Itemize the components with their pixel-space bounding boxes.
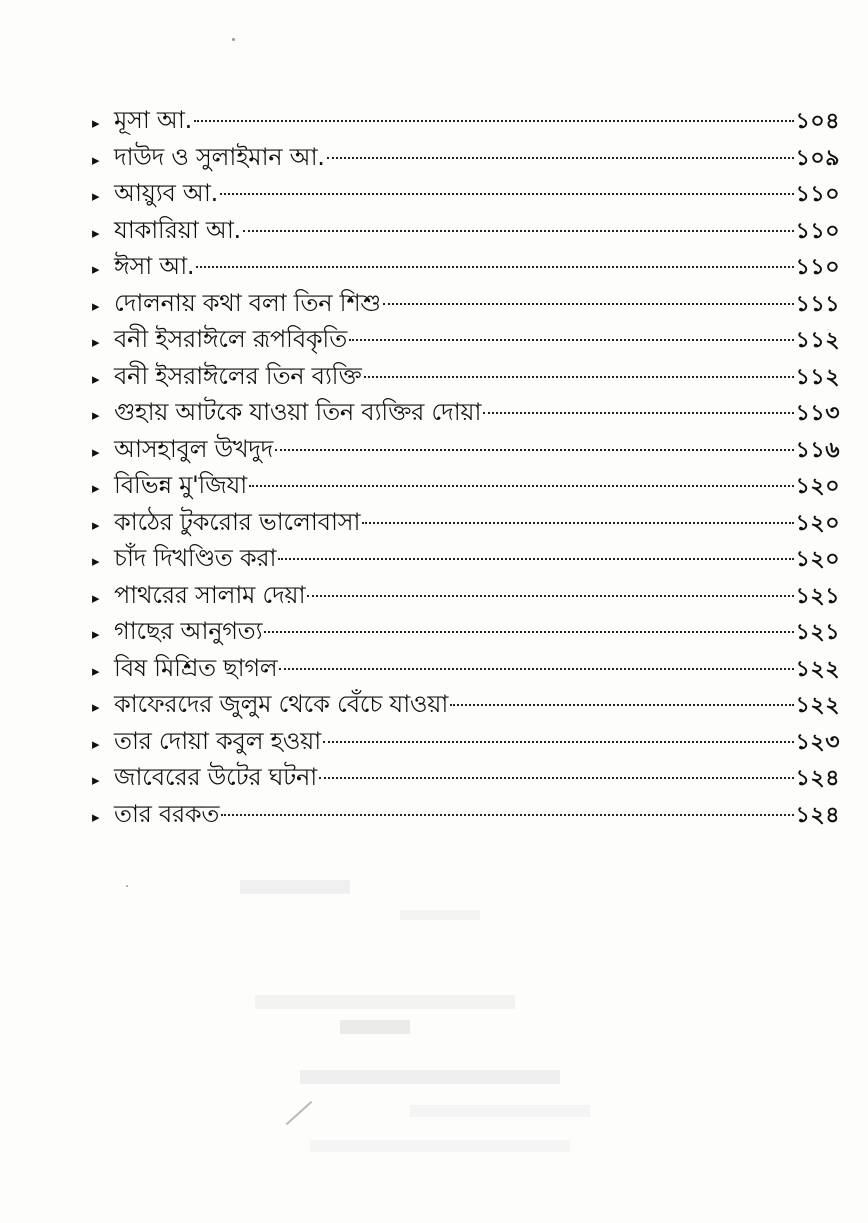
bullet-arrow-icon: ▸ xyxy=(92,552,100,570)
dot-leader xyxy=(194,120,794,122)
toc-entry xyxy=(92,577,840,614)
dot-leader xyxy=(307,595,793,597)
toc-entry-page-number: ১২৩ xyxy=(795,729,840,755)
bullet-arrow-icon: ▸ xyxy=(92,333,100,351)
toc-entry xyxy=(92,285,840,322)
toc-entry-page-number: ১১১ xyxy=(795,291,840,317)
bullet-arrow-icon: ▸ xyxy=(92,187,100,205)
show-through-smudge xyxy=(300,1070,560,1084)
dot-leader xyxy=(323,741,794,743)
dot-leader xyxy=(319,777,794,779)
bullet-arrow-icon: ▸ xyxy=(92,223,100,242)
toc-entry-title: গুহায় আটকে যাওয়া তিন ব্যক্তির দোয়া xyxy=(114,398,482,426)
show-through-smudge xyxy=(340,1020,410,1034)
bullet-arrow-icon: ▸ xyxy=(92,150,100,169)
toc-entry xyxy=(92,613,840,650)
dot-leader xyxy=(483,412,793,414)
dot-leader xyxy=(349,339,794,341)
toc-entry-title: যাকারিয়া আ. xyxy=(114,215,241,244)
toc-entry-page-number: ১১২ xyxy=(795,364,840,390)
bullet-arrow-icon: ▸ xyxy=(92,734,100,753)
toc-entry xyxy=(92,504,840,541)
toc-entry-page-number: ১১০ xyxy=(795,255,840,280)
bullet-arrow-icon: ▸ xyxy=(92,807,100,826)
toc-entry-page-number: ১১০ xyxy=(795,218,840,244)
toc-entry xyxy=(92,540,840,577)
toc-entry-page-number: ১২১ xyxy=(795,620,840,645)
toc-entry xyxy=(92,321,840,358)
toc-entry xyxy=(92,102,840,139)
toc-entry-title: আয়্যুব আ. xyxy=(114,179,218,207)
toc-entry-page-number: ১২০ xyxy=(795,474,840,499)
toc-entry xyxy=(92,431,840,468)
dot-leader xyxy=(221,814,794,816)
toc-entry-page-number: ১১৬ xyxy=(795,437,840,463)
toc-entry-page-number: ১১৩ xyxy=(795,401,840,426)
toc-entry-title: মূসা আ. xyxy=(114,106,192,134)
toc-entry-title: কাফেরদের জুলুম থেকে বেঁচে যাওয়া xyxy=(114,690,449,718)
dot-leader xyxy=(196,266,793,268)
pencil-mark xyxy=(286,1101,313,1125)
bullet-arrow-icon: ▸ xyxy=(92,406,100,424)
toc-entry-title: কাঠের টুকরোর ভালোবাসা xyxy=(114,507,361,536)
dot-leader xyxy=(275,449,794,451)
toc-entry-title: তার দোয়া কবুল হওয়া xyxy=(114,726,321,755)
show-through-smudge xyxy=(410,1105,590,1117)
dot-leader xyxy=(364,376,794,378)
show-through-smudge xyxy=(310,1140,570,1152)
dot-leader xyxy=(327,157,794,159)
bullet-arrow-icon: ▸ xyxy=(92,479,100,497)
dot-leader xyxy=(279,668,793,670)
table-of-contents xyxy=(92,102,840,832)
toc-entry-page-number: ১২১ xyxy=(795,583,840,609)
dot-leader xyxy=(383,303,794,305)
toc-entry-title: বনী ইসরাঈলে রূপবিকৃতি xyxy=(114,325,347,353)
toc-entry-page-number: ১২০ xyxy=(795,510,840,536)
bullet-arrow-icon: ▸ xyxy=(92,625,100,643)
toc-entry-page-number: ১২২ xyxy=(795,693,840,718)
paper-speck xyxy=(232,38,235,41)
toc-entry-title: বিভিন্ন মু'জিযা xyxy=(114,471,247,499)
toc-entry xyxy=(92,248,840,285)
toc-entry xyxy=(92,139,840,176)
toc-entry-page-number: ১০৪ xyxy=(795,109,840,134)
paper-speck xyxy=(126,885,128,887)
bullet-arrow-icon: ▸ xyxy=(92,515,100,534)
bullet-arrow-icon: ▸ xyxy=(92,442,100,461)
dot-leader xyxy=(249,485,794,487)
toc-entry-title: গাছের আনুগত্য xyxy=(114,617,263,645)
dot-leader xyxy=(278,558,793,560)
toc-entry xyxy=(92,796,840,833)
toc-entry xyxy=(92,759,840,796)
bullet-arrow-icon: ▸ xyxy=(92,698,100,716)
toc-entry xyxy=(92,723,840,760)
bullet-arrow-icon: ▸ xyxy=(92,114,100,132)
toc-entry xyxy=(92,175,840,212)
bullet-arrow-icon: ▸ xyxy=(92,661,100,680)
dot-leader xyxy=(264,631,793,633)
bullet-arrow-icon: ▸ xyxy=(92,771,100,789)
show-through-smudge xyxy=(240,880,350,894)
toc-entry xyxy=(92,358,840,395)
toc-entry xyxy=(92,394,840,431)
toc-entry-title: আসহাবুল উখদুদ xyxy=(114,434,273,463)
toc-entry-page-number: ১২২ xyxy=(795,656,840,682)
toc-entry-title: চাঁদ দিখণ্ডিত করা xyxy=(114,544,277,572)
bullet-arrow-icon: ▸ xyxy=(92,588,100,607)
toc-entry-title: বিষ মিশ্রিত ছাগল xyxy=(114,653,278,682)
toc-entry-title: দাউদ ও সুলাইমান আ. xyxy=(114,142,325,171)
dot-leader xyxy=(362,522,793,524)
bullet-arrow-icon: ▸ xyxy=(92,296,100,315)
show-through-smudge xyxy=(400,910,480,920)
toc-entry xyxy=(92,686,840,723)
toc-entry-title: দোলনায় কথা বলা তিন শিশু xyxy=(114,288,381,317)
toc-entry xyxy=(92,650,840,687)
dot-leader xyxy=(220,193,794,195)
toc-entry-title: ঈসা আ. xyxy=(114,252,195,280)
toc-entry-page-number: ১২০ xyxy=(795,547,840,572)
dot-leader xyxy=(450,704,794,706)
toc-entry-title: পাথরের সালাম দেয়া xyxy=(114,580,306,609)
dot-leader xyxy=(243,230,794,232)
bullet-arrow-icon: ▸ xyxy=(92,369,100,388)
toc-entry-page-number: ১১০ xyxy=(795,182,840,207)
toc-entry xyxy=(92,467,840,504)
toc-entry-page-number: ১২৪ xyxy=(795,802,840,828)
toc-entry-title: জাবেরের উটের ঘটনা xyxy=(114,763,317,791)
bullet-arrow-icon: ▸ xyxy=(92,260,100,278)
toc-entry-page-number: ১১২ xyxy=(795,328,840,353)
toc-entry-title: বনী ইসরাঈলের তিন ব্যক্তি xyxy=(114,361,362,390)
toc-entry-title: তার বরকত xyxy=(114,799,220,828)
toc-entry xyxy=(92,212,840,249)
toc-entry-page-number: ১০৯ xyxy=(795,145,840,171)
toc-entry-page-number: ১২৪ xyxy=(795,766,840,791)
show-through-smudge xyxy=(255,995,515,1009)
